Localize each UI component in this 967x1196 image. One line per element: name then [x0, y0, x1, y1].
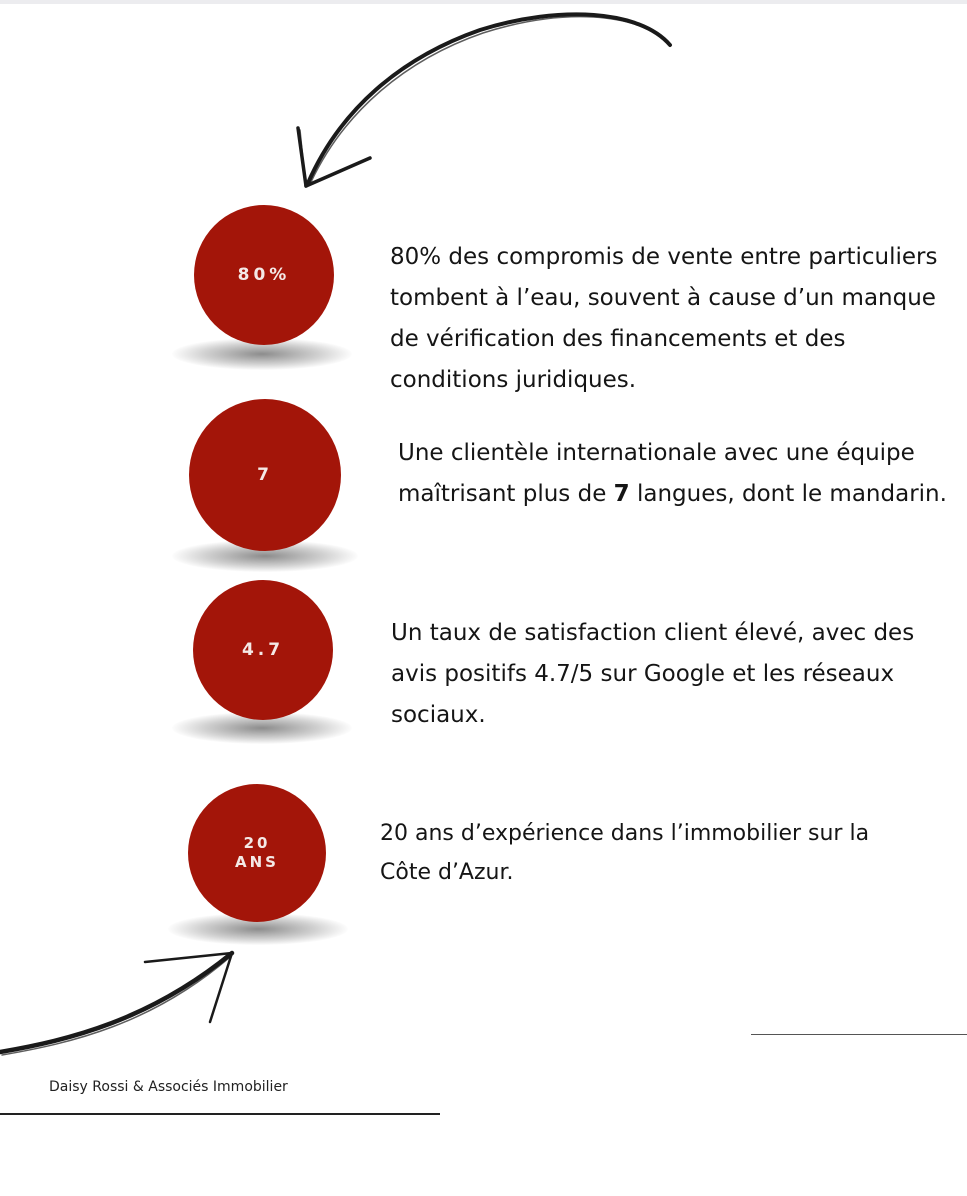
- stat-circle-label: 4.7: [241, 640, 285, 660]
- stat-circle: [193, 580, 333, 720]
- stat-description-part: langues, dont le mandarin.: [629, 481, 947, 507]
- stat-description: 20 ans d’expérience dans l’immobilier sur la Côte d’Azur.: [380, 821, 870, 885]
- company-name: Daisy Rossi & Associés Immobilier: [49, 1079, 288, 1095]
- stat-circle: [194, 205, 334, 345]
- curved-arrow-up-icon: [0, 953, 232, 1055]
- stat-description: Un taux de satisfaction client élevé, avec des avis positifs 4.7/5 sur Google et les réseaux sociaux.: [391, 620, 915, 728]
- stat-circle-label: 7: [257, 465, 273, 485]
- stat-description: 80% des compromis de vente entre particuliers tombent à l’eau, souvent à cause d’un manque de vérification des financements et des conditions juridiques.: [390, 244, 938, 393]
- footer-divider: [0, 1113, 440, 1115]
- stat-circle-label: 20 ANS: [235, 834, 279, 871]
- curved-arrow-down-icon: [298, 14, 670, 186]
- stat-description: [398, 433, 963, 515]
- stat-description-part: Une clientèle internationale avec une équipe maîtrisant plus de: [398, 440, 915, 507]
- stat-circle: [188, 784, 326, 922]
- stat-circle-label: 80%: [237, 265, 291, 285]
- divider-line: [751, 1034, 967, 1035]
- stat-circle: [189, 399, 341, 551]
- stat-description-bold: 7: [613, 481, 630, 507]
- top-edge: [0, 0, 967, 4]
